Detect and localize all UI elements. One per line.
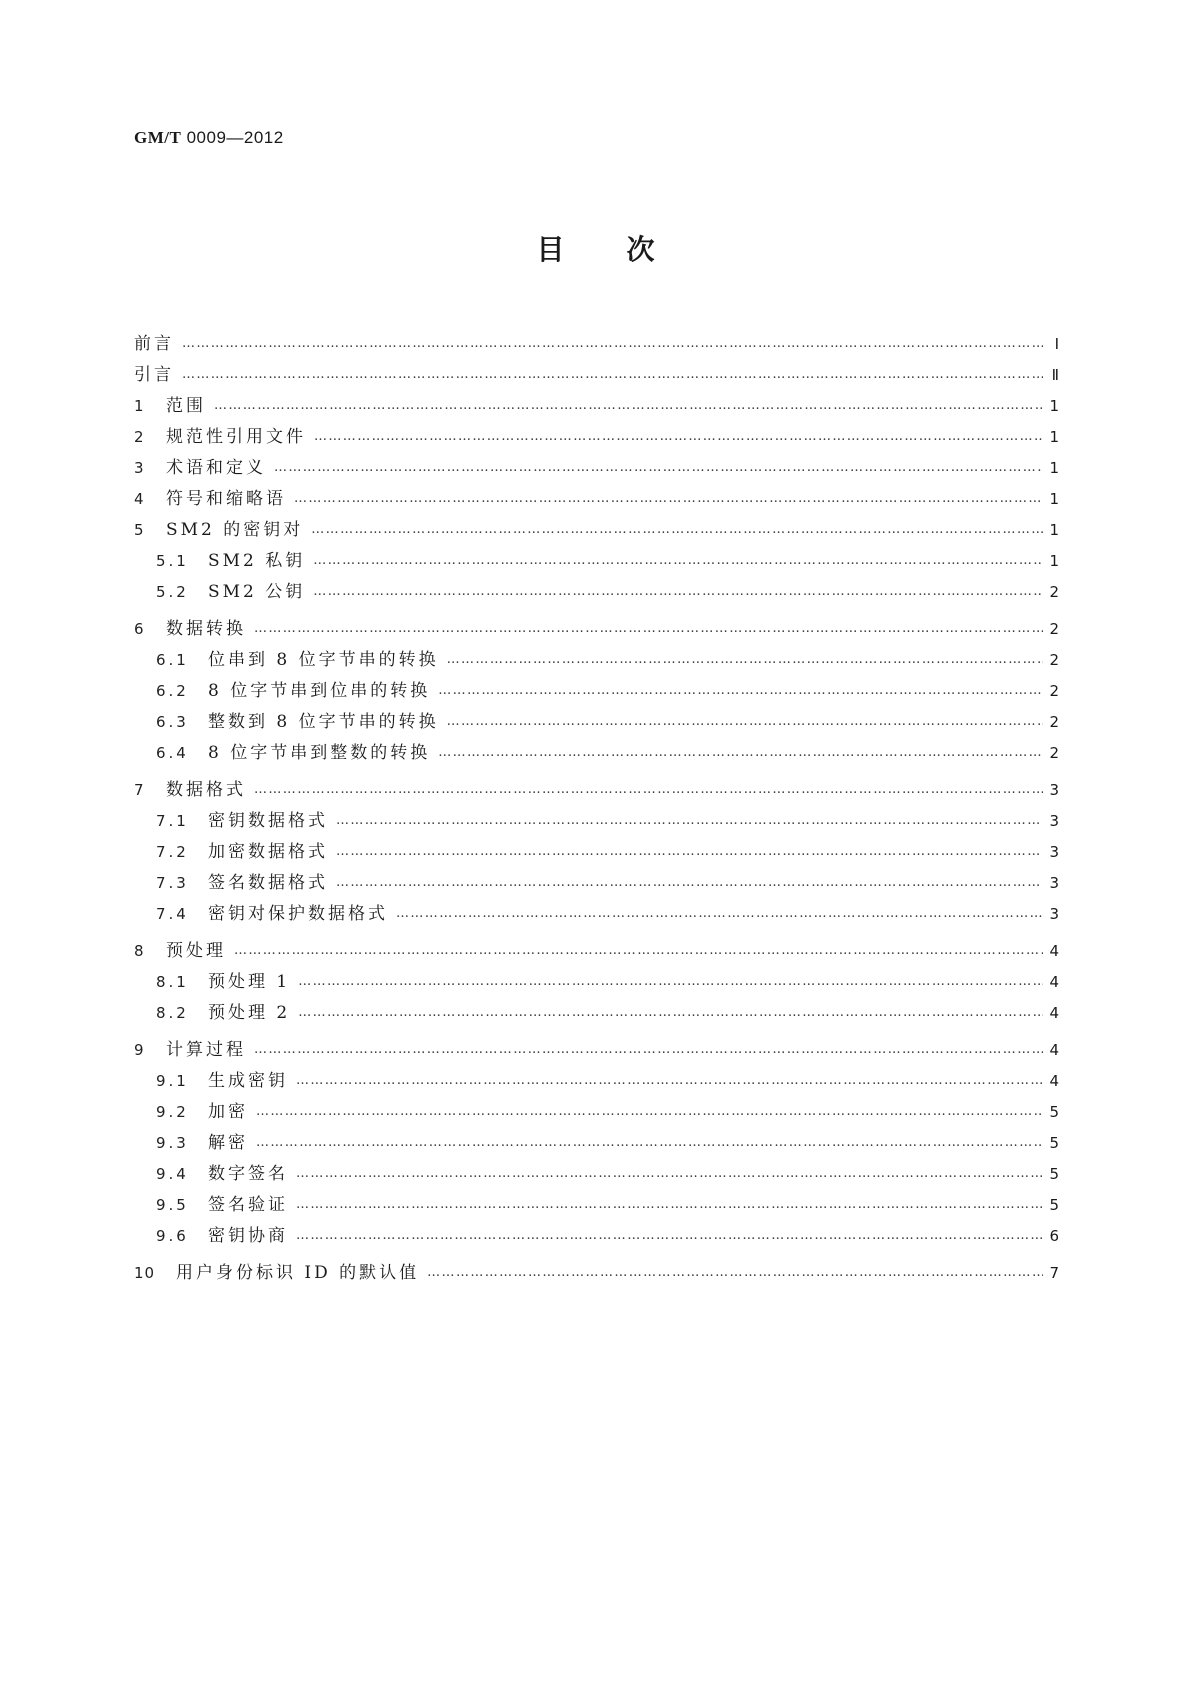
- toc-entry-page: Ⅱ: [1051, 366, 1059, 384]
- toc-entry-page: 1: [1049, 552, 1059, 570]
- toc-entry-title: 8 位字节串到位串的转换: [208, 681, 431, 701]
- toc-entry-title: 解密: [208, 1133, 248, 1153]
- toc-entry[interactable]: [134, 453, 1059, 484]
- toc-entry[interactable]: [134, 484, 1059, 515]
- toc-entry-title: 预处理: [166, 941, 226, 961]
- toc-leader-dots: [313, 553, 1043, 568]
- toc-entry[interactable]: [134, 1128, 1059, 1159]
- toc-entry-page: 5: [1049, 1103, 1059, 1121]
- toc-entry[interactable]: [134, 806, 1059, 837]
- toc-entry[interactable]: [134, 515, 1059, 546]
- toc-entry[interactable]: [134, 998, 1059, 1029]
- toc-entry-page: 3: [1049, 781, 1059, 799]
- toc-entry-number: 7.4: [156, 905, 189, 923]
- toc-entry[interactable]: [134, 1097, 1059, 1128]
- toc-entry-number: 9.3: [156, 1134, 189, 1152]
- toc-entry[interactable]: [134, 546, 1059, 577]
- toc-entry-page: 1: [1049, 428, 1059, 446]
- toc-entry[interactable]: [134, 707, 1059, 738]
- toc-entry-number: 9.1: [156, 1072, 189, 1090]
- toc-entry-page: 1: [1049, 397, 1059, 415]
- toc-entry-number: 3: [134, 459, 145, 477]
- toc-entry-number: 6: [134, 620, 145, 638]
- toc-entry-number: 2: [134, 428, 145, 446]
- toc-entry-page: 1: [1049, 459, 1059, 477]
- toc-leader-dots: [294, 491, 1043, 506]
- toc-entry-title: 密钥协商: [208, 1226, 288, 1246]
- toc-leader-dots: [313, 584, 1043, 599]
- toc-leader-dots: [234, 943, 1043, 958]
- toc-entry-number: 7.2: [156, 843, 189, 861]
- toc-entry-title: 加密数据格式: [208, 842, 328, 862]
- toc-leader-dots: [336, 844, 1043, 859]
- toc-entry-page: 2: [1049, 620, 1059, 638]
- toc-entry[interactable]: [134, 1035, 1059, 1066]
- toc-entry-number: 7.3: [156, 874, 189, 892]
- toc-entry[interactable]: [134, 645, 1059, 676]
- toc-entry-page: 1: [1049, 521, 1059, 539]
- toc-entry-page: 4: [1049, 973, 1059, 991]
- toc-leader-dots: [427, 1265, 1043, 1280]
- toc-entry[interactable]: [134, 967, 1059, 998]
- toc-entry-title: 范围: [166, 396, 206, 416]
- toc-entry-number: 8.2: [156, 1004, 189, 1022]
- toc-entry-title: 签名验证: [208, 1195, 288, 1215]
- toc-entry-title: 密钥数据格式: [208, 811, 328, 831]
- toc-entry-page: 7: [1049, 1264, 1059, 1282]
- toc-entry-number: 6.1: [156, 651, 189, 669]
- toc-entry[interactable]: [134, 329, 1059, 360]
- toc-entry-title: 前言: [134, 334, 174, 354]
- toc-entry-number: 5.2: [156, 583, 189, 601]
- toc-entry-number: 9: [134, 1041, 145, 1059]
- toc-leader-dots: [274, 460, 1043, 475]
- document-code-prefix: GM/T: [134, 128, 182, 147]
- toc-entry-number: 5: [134, 521, 145, 539]
- page-title: 目次: [536, 233, 717, 266]
- toc-entry-page: 5: [1049, 1165, 1059, 1183]
- toc-entry-number: 7.1: [156, 812, 189, 830]
- toc-entry-title: 用户身份标识 ID 的默认值: [176, 1263, 420, 1283]
- toc-entry-title: 整数到 8 位字节串的转换: [208, 712, 439, 732]
- toc-entry-title: 计算过程: [166, 1040, 246, 1060]
- toc-entry-page: 2: [1049, 682, 1059, 700]
- toc-entry-title: 数据格式: [166, 780, 246, 800]
- toc-entry-number: 1: [134, 397, 145, 415]
- toc-entry[interactable]: [134, 1159, 1059, 1190]
- toc-leader-dots: [336, 875, 1043, 890]
- toc-entry-number: 9.6: [156, 1227, 189, 1245]
- toc-entry-title: 位串到 8 位字节串的转换: [208, 650, 439, 670]
- toc-entry-page: Ⅰ: [1054, 335, 1059, 353]
- toc-entry-page: 5: [1049, 1196, 1059, 1214]
- toc-entry[interactable]: [134, 391, 1059, 422]
- toc-entry-number: 9.5: [156, 1196, 189, 1214]
- toc-entry[interactable]: [134, 1190, 1059, 1221]
- toc-entry[interactable]: [134, 837, 1059, 868]
- toc-entry-number: 6.2: [156, 682, 189, 700]
- toc-leader-dots: [396, 906, 1043, 921]
- toc-entry-title: 预处理 1: [208, 972, 291, 992]
- toc-leader-dots: [298, 974, 1043, 989]
- toc-entry-title: 生成密钥: [208, 1071, 288, 1091]
- toc-entry[interactable]: [134, 676, 1059, 707]
- toc-entry-page: 2: [1049, 713, 1059, 731]
- toc-entry-page: 4: [1049, 1072, 1059, 1090]
- toc-leader-dots: [256, 1104, 1043, 1119]
- toc-leader-dots: [296, 1166, 1043, 1181]
- toc-entry-page: 4: [1049, 942, 1059, 960]
- toc-entry-page: 3: [1049, 812, 1059, 830]
- toc-entry-number: 10: [134, 1264, 156, 1282]
- toc-leader-dots: [296, 1197, 1043, 1212]
- toc-entry[interactable]: [134, 360, 1059, 391]
- document-code: [134, 128, 284, 148]
- toc-entry-title: SM2 私钥: [208, 551, 306, 571]
- toc-leader-dots: [256, 1135, 1043, 1150]
- toc-leader-dots: [296, 1073, 1043, 1088]
- toc-entry[interactable]: [134, 936, 1059, 967]
- toc-entry-number: 8.1: [156, 973, 189, 991]
- toc-entry-title: 规范性引用文件: [166, 427, 306, 447]
- toc-entry-page: 4: [1049, 1004, 1059, 1022]
- toc-entry-page: 2: [1049, 744, 1059, 762]
- toc-entry[interactable]: [134, 577, 1059, 608]
- toc-leader-dots: [311, 522, 1043, 537]
- table-of-contents: [134, 329, 1059, 1289]
- toc-entry-number: 6.4: [156, 744, 189, 762]
- toc-entry-number: 9.4: [156, 1165, 189, 1183]
- toc-entry-page: 6: [1049, 1227, 1059, 1245]
- toc-entry-title: 预处理 2: [208, 1003, 291, 1023]
- toc-entry-number: 9.2: [156, 1103, 189, 1121]
- toc-entry-page: 2: [1049, 651, 1059, 669]
- toc-entry-page: 3: [1049, 874, 1059, 892]
- toc-entry-page: 3: [1049, 843, 1059, 861]
- toc-entry[interactable]: [134, 1221, 1059, 1252]
- toc-entry[interactable]: [134, 422, 1059, 453]
- toc-entry-title: SM2 公钥: [208, 582, 306, 602]
- toc-leader-dots: [447, 652, 1043, 667]
- toc-leader-dots: [214, 398, 1043, 413]
- toc-leader-dots: [254, 782, 1043, 797]
- toc-entry-number: 8: [134, 942, 145, 960]
- toc-leader-dots: [182, 367, 1043, 382]
- toc-leader-dots: [298, 1005, 1043, 1020]
- toc-entry[interactable]: [134, 614, 1059, 645]
- toc-entry-title: 术语和定义: [166, 458, 266, 478]
- toc-entry-page: 3: [1049, 905, 1059, 923]
- toc-entry[interactable]: [134, 1258, 1059, 1289]
- toc-leader-dots: [336, 813, 1043, 828]
- toc-entry[interactable]: [134, 899, 1059, 930]
- toc-leader-dots: [182, 336, 1043, 351]
- toc-leader-dots: [447, 714, 1043, 729]
- toc-leader-dots: [438, 683, 1043, 698]
- toc-leader-dots: [314, 429, 1043, 444]
- toc-leader-dots: [254, 621, 1043, 636]
- toc-entry-number: 6.3: [156, 713, 189, 731]
- toc-entry-title: SM2 的密钥对: [166, 520, 304, 540]
- toc-entry-title: 数字签名: [208, 1164, 288, 1184]
- toc-entry-page: 4: [1049, 1041, 1059, 1059]
- toc-entry-title: 数据转换: [166, 619, 246, 639]
- toc-entry[interactable]: [134, 775, 1059, 806]
- toc-entry-number: 5.1: [156, 552, 189, 570]
- toc-entry-page: 5: [1049, 1134, 1059, 1152]
- toc-entry[interactable]: [134, 1066, 1059, 1097]
- toc-entry-page: 2: [1049, 583, 1059, 601]
- toc-entry-page: 1: [1049, 490, 1059, 508]
- toc-entry[interactable]: [134, 738, 1059, 769]
- toc-entry-title: 密钥对保护数据格式: [208, 904, 388, 924]
- toc-leader-dots: [296, 1228, 1043, 1243]
- toc-entry-title: 签名数据格式: [208, 873, 328, 893]
- toc-entry-number: 7: [134, 781, 145, 799]
- toc-entry-number: 4: [134, 490, 145, 508]
- toc-entry-title: 符号和缩略语: [166, 489, 286, 509]
- toc-leader-dots: [438, 745, 1043, 760]
- toc-entry-title: 8 位字节串到整数的转换: [208, 743, 431, 763]
- toc-entry-title: 加密: [208, 1102, 248, 1122]
- toc-entry[interactable]: [134, 868, 1059, 899]
- document-code-number: 0009—2012: [186, 128, 284, 147]
- toc-leader-dots: [254, 1042, 1043, 1057]
- toc-entry-title: 引言: [134, 365, 174, 385]
